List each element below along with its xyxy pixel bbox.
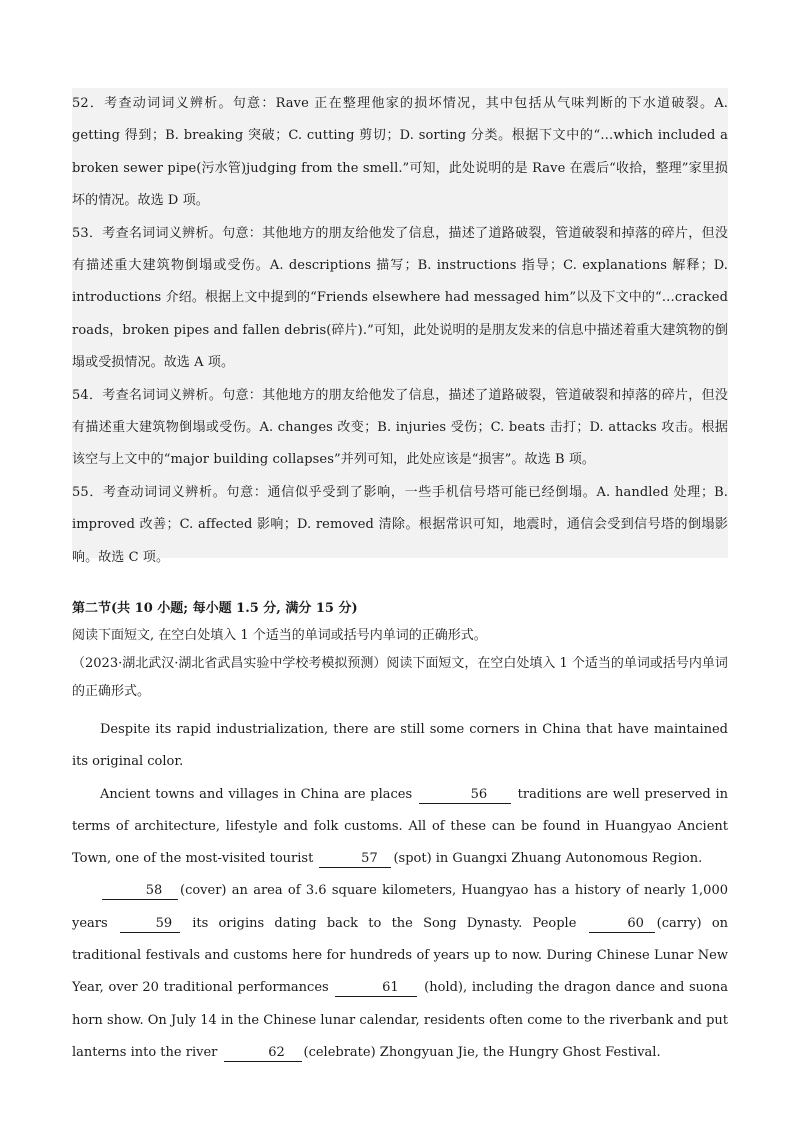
section-header <box>72 596 732 706</box>
passage-paragraph-1: Despite its rapid industrialization, there are still some corners in China that have maintained its original color. <box>72 722 728 770</box>
section-instruction: 阅读下面短文, 在空白处填入 1 个适当的单词或括号内单词的正确形式。 <box>72 628 487 643</box>
section-source: （2023·湖北武汉·湖北省武昌实验中学校考模拟预测）阅读下面短文，在空白处填入 1 个适当的单词或括号内单词的正确形式。 <box>72 656 728 699</box>
passage-text: (hold), including the dragon dance and suona horn show. On July 14 in the Chinese lunar calendar, residents often come to the riverbank and put lanterns into the river <box>72 980 728 1060</box>
answer-explanations <box>72 88 728 565</box>
passage-paragraph-2 <box>72 779 728 876</box>
passage-text: (spot) in Guangxi Zhuang Autonomous Region. <box>393 851 703 867</box>
blank-56[interactable]: 56 <box>419 787 511 804</box>
blank-57[interactable]: 57 <box>319 851 391 868</box>
passage-text: (carry) on traditional festivals and customs here for hundreds of years up to now. During Chinese Lunar New Year, over 20 traditional performances <box>72 915 729 996</box>
answer-52: 52．考查动词词义辨析。句意：Rave 正在整理他家的损坏情况，其中包括从气味判断的下水道破裂。A. getting 得到；B. breaking 突破；C. cutting 剪切；D. sorting 分类。根据下文中的“…which included a broken sewer pipe(污水管)judging from the smell.”可知，此处说明的是 Rave 在震后“收拾，整理”家里损坏的情况。故选 D 项。 <box>72 96 728 209</box>
blank-62[interactable]: 62 <box>224 1045 302 1062</box>
blank-60[interactable]: 60 <box>589 916 655 933</box>
blank-61[interactable]: 61 <box>335 980 417 997</box>
passage-text: (cover) an area of 3.6 square kilometers, Huangyao has a history of nearly 1,000 years <box>72 883 728 931</box>
section-title: 第二节(共 10 小题; 每小题 1.5 分, 满分 15 分) <box>72 601 358 616</box>
answer-53: 53．考查名词词义辨析。句意：其他地方的朋友给他发了信息，描述了道路破裂，管道破裂和掉落的碎片，但没有描述重大建筑物倒塌或受伤。A. descriptions 描写；B. instructions 指导；C. explanations 解释；D. introductions 介绍。根据上文中提到的“Friends elsewhere had messaged him”以及下文中的“…cracked roads，broken pipes and fallen debris(碎片).”可知，此处说明的是朋友发来的信息中描述着重大建筑物的倒塌或受损情况。故选 A 项。 <box>72 225 728 371</box>
passage-text: Ancient towns and villages in China are places <box>100 786 413 802</box>
blank-58[interactable]: 58 <box>102 883 178 900</box>
blank-59[interactable]: 59 <box>120 916 180 933</box>
answer-55: 55．考查动词词义辨析。句意：通信似乎受到了影响，一些手机信号塔可能已经倒塌。A. handled 处理；B. improved 改善；C. affected 影响；D. removed 清除。根据常识可知，地震时，通信会受到信号塔的倒塌影响。故选 C 项。 <box>72 484 728 565</box>
passage-text: its origins dating back to the Song Dynasty. People <box>192 915 577 931</box>
passage-text: traditions are well preserved in terms of architecture, lifestyle and folk customs. All of these can be found in Huangyao Ancient Town, one of the most-visited tourist <box>72 786 728 867</box>
passage-paragraph-3 <box>72 875 728 1069</box>
reading-passage <box>72 714 728 1069</box>
passage-text: (celebrate) Zhongyuan Jie, the Hungry Ghost Festival. <box>303 1044 661 1060</box>
answer-54: 54．考查名词词义辨析。句意：其他地方的朋友给他发了信息，描述了道路破裂，管道破裂和掉落的碎片，但没有描述重大建筑物倒塌或受伤。A. changes 改变；B. injuries 受伤；C. beats 击打；D. attacks 攻击。根据该空与上文中的“major building collapses”并列可知，此处应该是“损害”。故选 B 项。 <box>72 387 728 468</box>
